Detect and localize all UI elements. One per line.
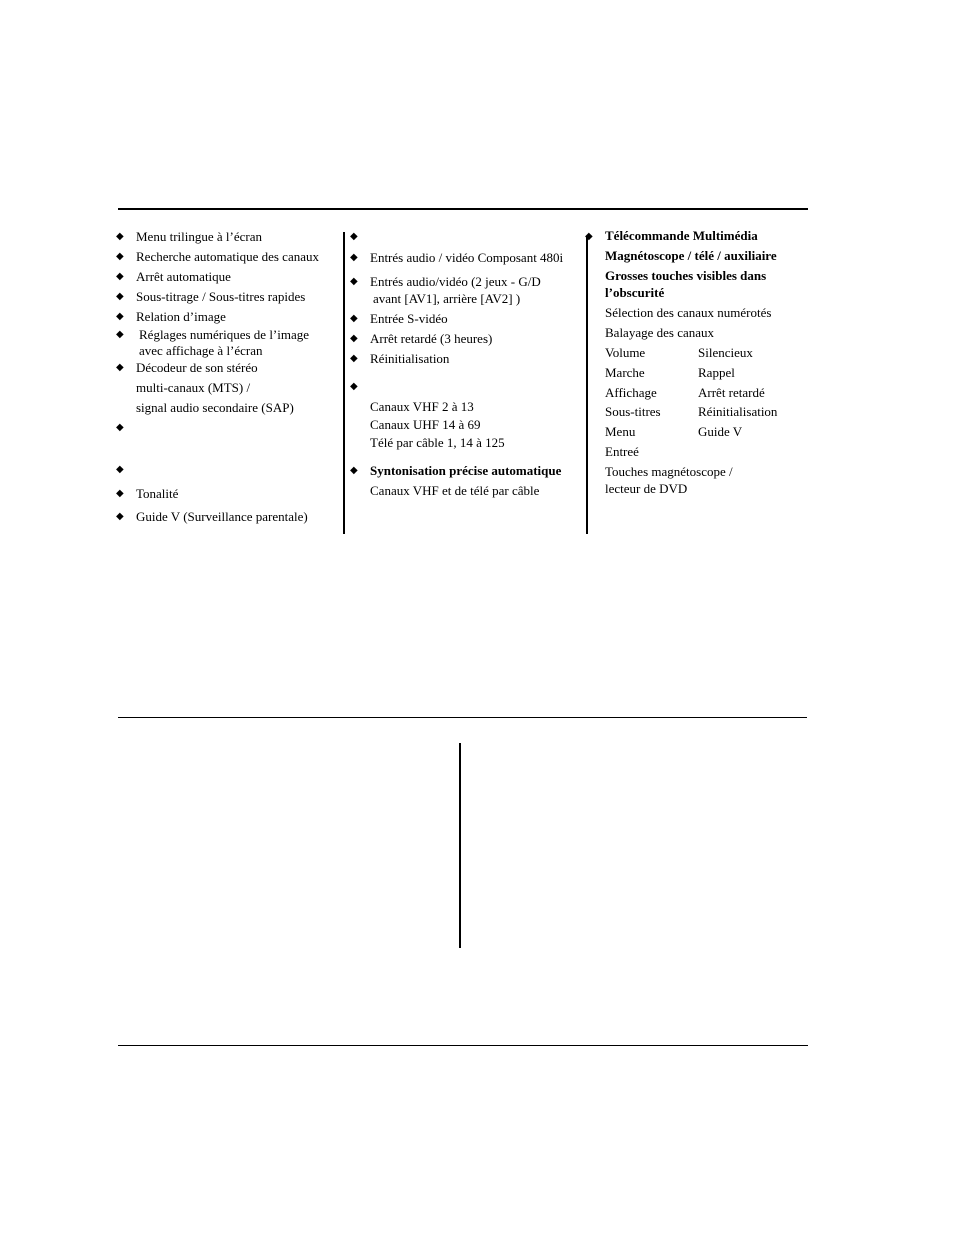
bullet-icon: ◆ [116, 291, 124, 302]
bullet-icon: ◆ [585, 231, 593, 242]
bullet-icon: ◆ [350, 353, 358, 364]
bullet-icon: ◆ [350, 313, 358, 324]
bullet-icon: ◆ [350, 231, 358, 242]
list-item: Arrêt retardé (3 heures) [370, 331, 493, 346]
remote-subheading: Grosses touches visibles dans [605, 268, 767, 283]
remote-line: lecteur de DVD [605, 481, 688, 496]
list-item: Entrés audio/vidéo (2 jeux - G/D [370, 274, 541, 289]
column-divider-1 [343, 232, 345, 534]
bullet-icon: ◆ [116, 488, 124, 499]
bullet-icon: ◆ [350, 252, 358, 263]
list-item: Syntonisation précise automatique [370, 463, 562, 478]
list-item-continuation: avant [AV1], arrière [AV2] ) [373, 291, 521, 306]
remote-subheading: l’obscurité [605, 285, 665, 300]
column-divider-2 [586, 236, 588, 534]
list-item: Réglages numériques de l’image [139, 327, 310, 342]
bullet-icon: ◆ [116, 511, 124, 522]
channel-line: Canaux VHF 2 à 13 [370, 399, 474, 414]
list-item-continuation: multi-canaux (MTS) / [136, 380, 251, 395]
list-item: Sous-titrage / Sous-titres rapides [136, 289, 306, 304]
channel-line: Canaux UHF 14 à 69 [370, 417, 481, 432]
remote-key-label: Réinitialisation [698, 404, 778, 419]
remote-key-label: Sous-titres [605, 404, 661, 419]
list-item: Entrée S-vidéo [370, 311, 448, 326]
remote-key-label: Volume [605, 345, 646, 360]
bullet-icon: ◆ [116, 311, 124, 322]
bullet-icon: ◆ [116, 231, 124, 242]
list-item-continuation: Canaux VHF et de télé par câble [370, 483, 540, 498]
list-item-continuation: signal audio secondaire (SAP) [136, 400, 294, 415]
remote-key-label: Entreé [605, 444, 639, 459]
remote-key-label: Guide V [698, 424, 743, 439]
column-divider-lower [459, 743, 461, 948]
bullet-icon: ◆ [116, 271, 124, 282]
remote-key-label: Arrêt retardé [698, 385, 765, 400]
list-item: Relation d’image [136, 309, 226, 324]
list-item: Réinitialisation [370, 351, 450, 366]
bullet-icon: ◆ [350, 465, 358, 476]
bullet-icon: ◆ [116, 251, 124, 262]
remote-subheading: Magnétoscope / télé / auxiliaire [605, 248, 777, 263]
list-item: Guide V (Surveillance parentale) [136, 509, 308, 524]
bullet-icon: ◆ [116, 422, 124, 433]
list-item: Tonalité [136, 486, 179, 501]
bullet-icon: ◆ [350, 381, 358, 392]
remote-key-label: Affichage [605, 385, 657, 400]
list-item: Entrés audio / vidéo Composant 480i [370, 250, 564, 265]
list-item-continuation: avec affichage à l’écran [139, 343, 263, 358]
remote-line: Sélection des canaux numérotés [605, 305, 772, 320]
bullet-icon: ◆ [116, 329, 124, 340]
channel-line: Télé par câble 1, 14 à 125 [370, 435, 505, 450]
remote-key-label: Marche [605, 365, 645, 380]
list-item: Décodeur de son stéréo [136, 360, 258, 375]
bullet-icon: ◆ [350, 276, 358, 287]
remote-key-label: Silencieux [698, 345, 753, 360]
middle-rule [118, 717, 807, 718]
bullet-icon: ◆ [116, 464, 124, 475]
list-item: Arrêt automatique [136, 269, 231, 284]
bottom-rule [118, 1045, 808, 1046]
bullet-icon: ◆ [350, 333, 358, 344]
list-item: Menu trilingue à l’écran [136, 229, 262, 244]
remote-line: Touches magnétoscope / [605, 464, 733, 479]
bullet-icon: ◆ [116, 362, 124, 373]
remote-heading: Télécommande Multimédia [605, 228, 758, 243]
remote-key-label: Menu [605, 424, 636, 439]
top-rule [118, 208, 808, 210]
remote-key-label: Rappel [698, 365, 735, 380]
remote-line: Balayage des canaux [605, 325, 715, 340]
list-item: Recherche automatique des canaux [136, 249, 319, 264]
